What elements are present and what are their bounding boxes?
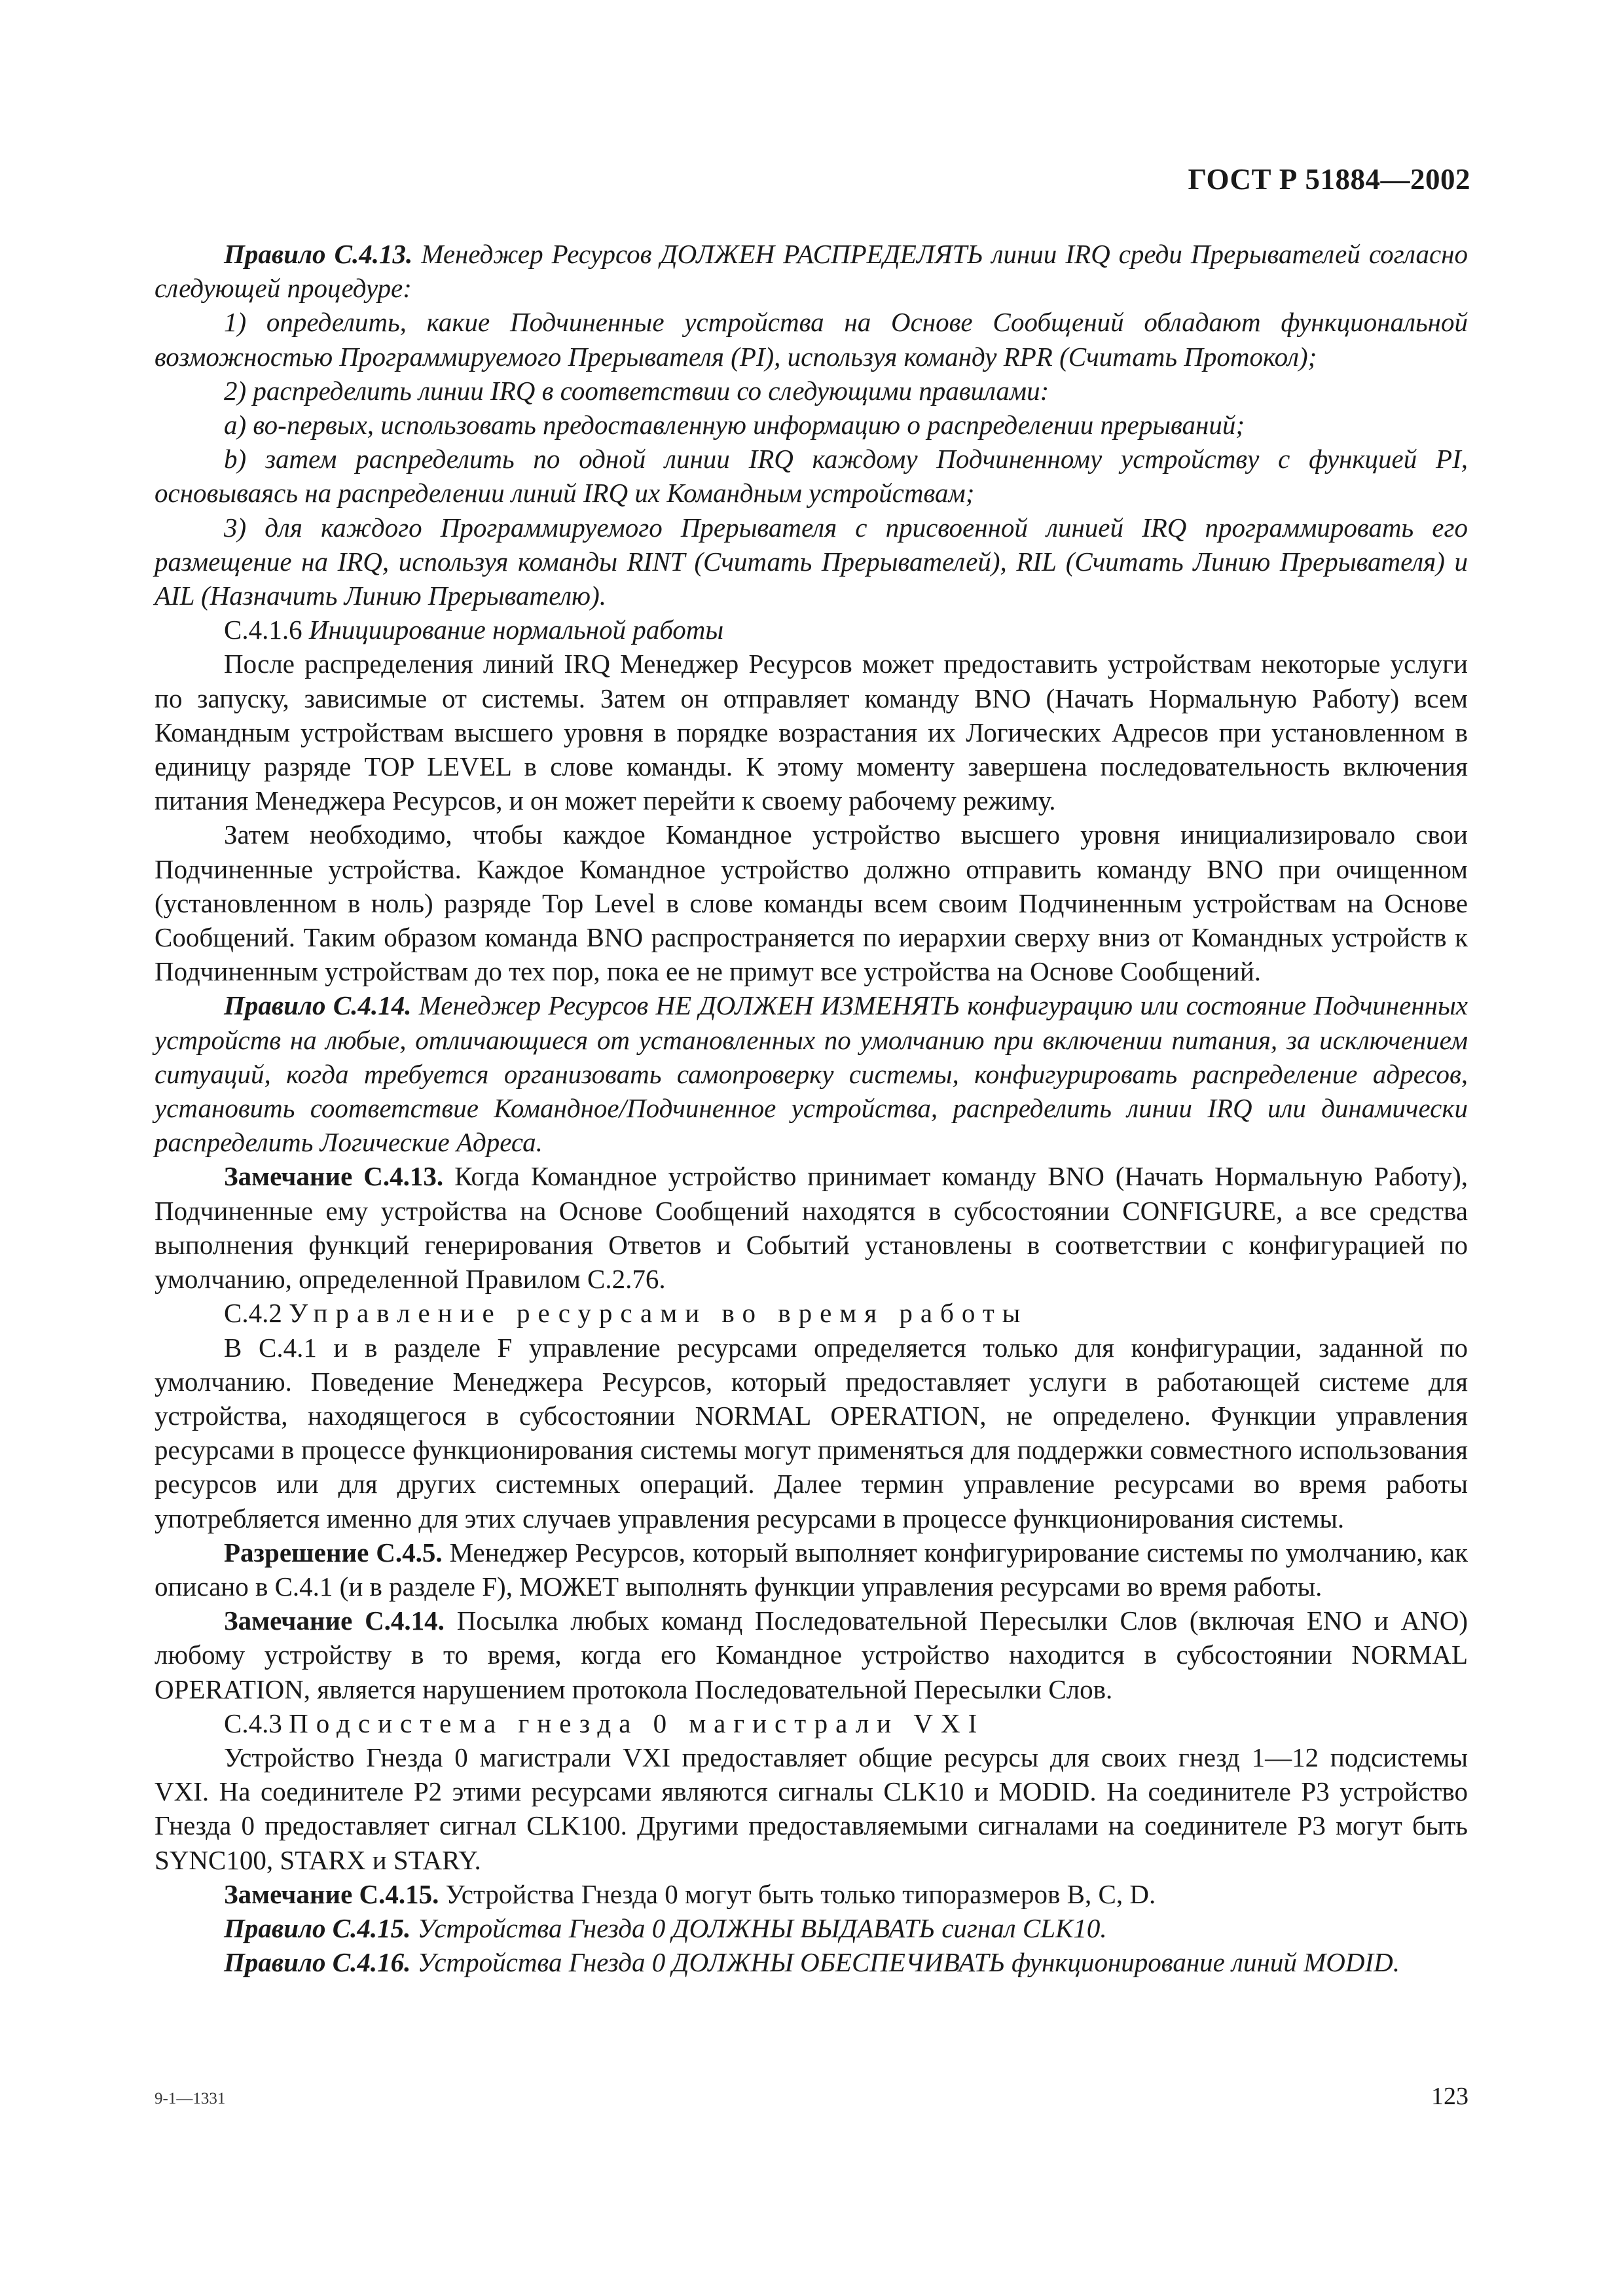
section-heading-c4-3 <box>155 1706 1468 1740</box>
rule-text: Устройства Гнезда 0 ДОЛЖНЫ ОБЕСПЕЧИВАТЬ функционирование линий MODID. <box>410 1947 1400 1978</box>
note-c4-15 <box>155 1877 1468 1911</box>
note-c4-13 <box>155 1159 1468 1296</box>
rule-label: Правило С.4.15. <box>224 1912 411 1943</box>
rule-text: Менеджер Ресурсов ДОЛЖЕН РАСПРЕДЕЛЯТЬ линии IRQ среди Прерывателей согласно следующей процедуре: <box>155 239 1468 304</box>
procedure-step-2: 2) распределить линии IRQ в соответствии со следующими правилами: <box>224 375 1049 406</box>
section-heading-c4-1-6 <box>155 613 1468 647</box>
permission-label: Разрешение С.4.5. <box>224 1537 443 1568</box>
document-body <box>155 237 1468 1979</box>
section-title: Управление ресурсами во время работы <box>289 1298 1029 1329</box>
procedure-step-1: 1) определить, какие Подчиненные устройства на Основе Сообщений обладают функциональной возможностью Программируемого Прерывателя (PI), используя команду RPR (Считать Протокол); <box>155 307 1468 372</box>
note-c4-14 <box>155 1604 1468 1706</box>
rule-label: Правило С.4.13. <box>224 239 413 269</box>
paragraph: Устройство Гнезда 0 магистрали VXI предоставляет общие ресурсы для своих гнезд 1—12 подсистемы VXI. На соединителе P2 этими ресурсами являются сигналы CLK10 и MODID. На соединителе P3 устройство Гнезда 0 предоставляет сигнал CLK100. Другими предоставляемыми сигналами на соединителе P3 могут быть SYNC100, STARX и STARY. <box>155 1742 1468 1875</box>
note-label: Замечание С.4.13. <box>224 1161 444 1192</box>
note-label: Замечание С.4.14. <box>224 1605 445 1636</box>
section-title: Подсистема гнезда 0 магистрали VXI <box>289 1708 985 1738</box>
document-code: ГОСТ Р 51884—2002 <box>1188 163 1470 196</box>
page-number: 123 <box>1431 2083 1468 2110</box>
section-heading-c4-2 <box>155 1296 1468 1330</box>
rule-c4-15 <box>155 1911 1468 1945</box>
paragraph: После распределения линий IRQ Менеджер Ресурсов может предоставить устройствам некоторые услуги по запуску, зависимые от системы. Затем он отправляет команду BNO (Начать Нормальную Работу) всем Командным устройствам высшего уровня в порядке возрастания их Логических Адресов при установленном в единицу разряде TOP LEVEL в слове команды. К этому моменту завершена последовательность включения питания Менеджера Ресурсов, и он может перейти к своему рабочему режиму. <box>155 649 1468 816</box>
section-number: С.4.1.6 <box>224 615 302 645</box>
note-text: Устройства Гнезда 0 могут быть только типоразмеров В, С, D. <box>439 1878 1156 1909</box>
print-code: 9-1—1331 <box>155 2090 226 2108</box>
rule-label: Правило С.4.16. <box>224 1947 411 1978</box>
rule-c4-14 <box>155 988 1468 1159</box>
section-number: С.4.2 <box>224 1298 282 1329</box>
note-label: Замечание С.4.15. <box>224 1878 439 1909</box>
rule-c4-16 <box>155 1945 1468 1979</box>
procedure-step-3: 3) для каждого Программируемого Прерывателя с присвоенной линией IRQ программировать его размещение на IRQ, используя команды RINT (Считать Прерывателей), RIL (Считать Линию Прерывателя) и AIL (Назначить Линию Прерывателю). <box>155 512 1468 611</box>
paragraph: Затем необходимо, чтобы каждое Командное устройство высшего уровня инициализировало свои Подчиненные устройства. Каждое Командное устройство должно отправить команду BNO при очищенном (установленном в ноль) разряде Top Level в слове команды всем своим Подчиненным устройствам на Основе Сообщений. Таким образом команда BNO распространяется по иерархии сверху вниз от Командных устройств к Подчиненным устройствам до тех пор, пока ее не примут все устройства на Основе Сообщений. <box>155 819 1468 987</box>
rule-c4-13 <box>155 237 1468 305</box>
procedure-step-2a: a) во-первых, использовать предоставленную информацию о распределении прерываний; <box>224 410 1245 440</box>
procedure-step-2b: b) затем распределить по одной линии IRQ каждому Подчиненному устройству с функцией PI, основываясь на распределении линий IRQ их Командным устройствам; <box>155 444 1468 509</box>
note-text: Когда Командное устройство принимает команду BNO (Начать Нормальную Работу), Подчиненные ему устройства на Основе Сообщений находятся в субсостоянии CONFIGURE, а все средства выполнения функций генерирования Ответов и Событий установлены в соответствии с конфигурацией по умолчанию, определенной Правилом С.2.76. <box>155 1161 1468 1295</box>
rule-text: Менеджер Ресурсов НЕ ДОЛЖЕН ИЗМЕНЯТЬ конфигурацию или состояние Подчиненных устройств на любые, отличающиеся от установленных по умолчанию при включении питания, за исключением ситуаций, когда требуется организовать самопроверку системы, конфигурировать распределение адресов, установить соответствие Командное/Подчиненное устройства, распределить линии IRQ или динамически распределить Логические Адреса. <box>155 990 1468 1158</box>
note-text: Посылка любых команд Последовательной Пересылки Слов (включая ENO и ANO) любому устройству в то время, когда его Командное устройство находится в субсостоянии NORMAL OPERATION, является нарушением протокола Последовательной Пересылки Слов. <box>155 1605 1468 1704</box>
rule-text: Устройства Гнезда 0 ДОЛЖНЫ ВЫДАВАТЬ сигнал CLK10. <box>410 1912 1107 1943</box>
permission-text: Менеджер Ресурсов, который выполняет конфигурирование системы по умолчанию, как описано в С.4.1 (и в разделе F), МОЖЕТ выполнять функции управления ресурсами во время работы. <box>155 1537 1468 1602</box>
section-number: С.4.3 <box>224 1708 282 1738</box>
permission-c4-5 <box>155 1535 1468 1604</box>
paragraph: В С.4.1 и в разделе F управление ресурсами определяется только для конфигурации, заданной по умолчанию. Поведение Менеджера Ресурсов, который предоставляет услуги в работающей системе для устройства, находящегося в субсостоянии NORMAL OPERATION, не определено. Функции управления ресурсами в процессе функционирования системы могут применяться для поддержки совместного использования ресурсов или для других системных операций. Далее термин управление ресурсами во время работы употребляется именно для этих случаев управления ресурсами в процессе функционирования системы. <box>155 1332 1468 1534</box>
rule-label: Правило С.4.14. <box>224 990 412 1021</box>
section-title: Инициирование нормальной работы <box>308 615 724 645</box>
